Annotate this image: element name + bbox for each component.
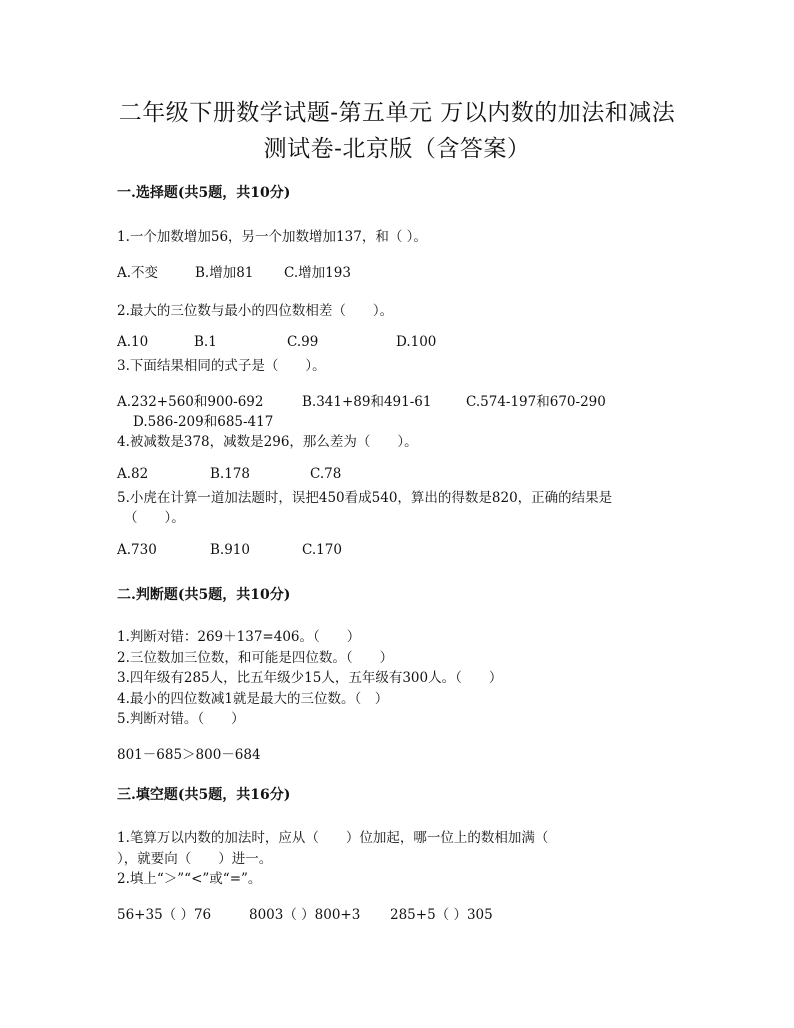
s2-expression: 801－685＞800－684	[117, 747, 261, 763]
s3-compare-2: 8003（ ）800+3	[249, 907, 361, 923]
s1-q2-option-a: A.10	[117, 334, 149, 350]
s1-q1-option-b: B.增加81	[195, 265, 254, 281]
s1-q5-option-a: A.730	[117, 542, 157, 558]
s3-compare-1: 56+35（ ）76	[117, 907, 212, 923]
s1-q2-option-d: D.100	[396, 334, 437, 350]
s3-q1-line2: ），就要向（ ）进一。	[117, 851, 273, 867]
s1-q4-option-c: C.78	[310, 466, 342, 482]
s2-item-4: 4.最小的四位数减1就是最大的三位数。（ ）	[117, 691, 389, 707]
section2-heading: 二.判断题(共5题，共10分)	[117, 587, 291, 603]
s1-q2-text: 2.最大的三位数与最小的四位数相差（ ）。	[117, 303, 394, 319]
page-title-line1: 二年级下册数学试题-第五单元 万以内数的加法和减法	[118, 100, 676, 126]
s1-q1-option-c: C.增加193	[284, 265, 351, 281]
section3-heading: 三.填空题(共5题，共16分)	[117, 787, 291, 803]
s2-item-1: 1.判断对错：269＋137=406。（ ）	[117, 629, 361, 645]
s3-q1-line1: 1.笔算万以内数的加法时，应从（ ）位加起，哪一位上的数相加满（	[117, 830, 549, 846]
s1-q1-text: 1.一个加数增加56，另一个加数增加137，和（ ）。	[117, 229, 427, 245]
s1-q5-option-c: C.170	[302, 542, 342, 558]
s1-q4-option-a: A.82	[117, 466, 149, 482]
s2-item-3: 3.四年级有285人，比五年级少15人，五年级有300人。（ ）	[117, 670, 503, 686]
s2-item-2: 2.三位数加三位数，和可能是四位数。（ ）	[117, 650, 394, 666]
s3-compare-3: 285+5（ ）305	[390, 907, 493, 923]
s1-q2-option-b: B.1	[194, 334, 217, 350]
s1-q3-option-a: A.232+560和900-692	[117, 394, 264, 410]
s1-q5-text-line1: 5.小虎在计算一道加法题时，误把450看成540，算出的得数是820，正确的结果是	[117, 490, 613, 506]
s1-q3-option-c: C.574-197和670-290	[466, 394, 606, 410]
section1-heading: 一.选择题(共5题，共10分)	[117, 185, 291, 201]
page-title-line2: 测试卷-北京版（含答案）	[263, 136, 531, 162]
s1-q1-option-a: A.不变	[117, 265, 159, 281]
s1-q3-option-d: D.586-209和685-417	[133, 414, 274, 430]
s1-q5-option-b: B.910	[210, 542, 250, 558]
s1-q4-option-b: B.178	[210, 466, 250, 482]
s3-q2-text: 2.填上“＞”“<”或“=”。	[117, 871, 262, 887]
s1-q2-option-c: C.99	[287, 334, 319, 350]
s2-item-5: 5.判断对错。（ ）	[117, 711, 245, 727]
s1-q4-text: 4.被减数是378，减数是296，那么差为（ ）。	[117, 434, 418, 450]
s1-q3-text: 3.下面结果相同的式子是（ ）。	[117, 358, 326, 374]
s1-q5-text-line2: （ ）。	[124, 510, 185, 526]
s1-q3-option-b: B.341+89和491-61	[302, 394, 432, 410]
